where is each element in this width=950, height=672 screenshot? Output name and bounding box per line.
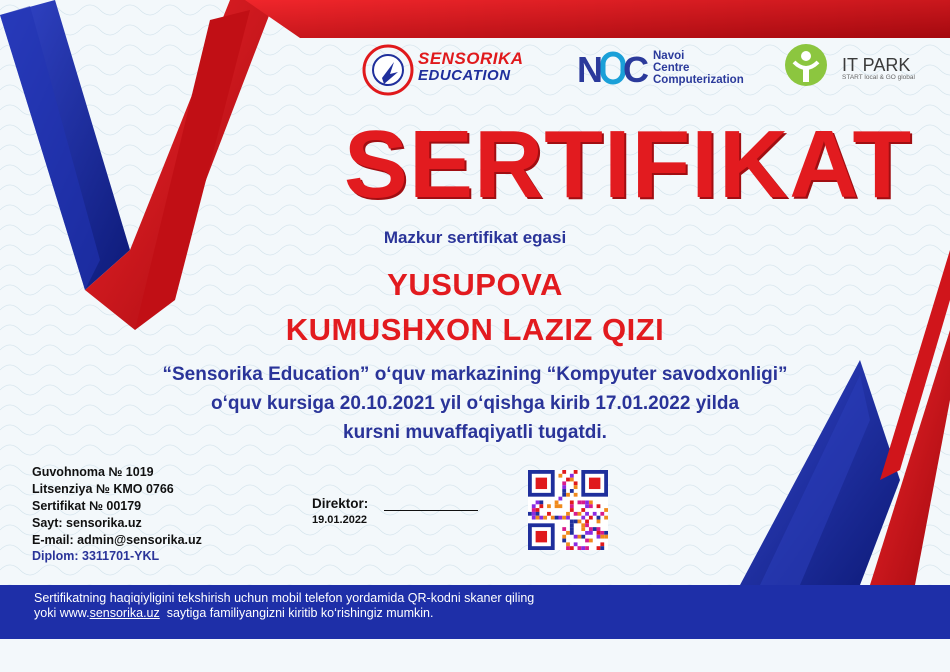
itpark-logo-name: IT PARK (842, 55, 911, 75)
info-diplom: Diplom: 3311701-YKL (32, 549, 160, 563)
footer-website-link[interactable]: sensorika.uz (89, 606, 160, 620)
qr-code-icon[interactable] (528, 470, 608, 550)
info-email: E-mail: admin@sensorika.uz (32, 533, 202, 547)
certificate-title: SERTIFIKAT (343, 111, 913, 218)
itpark-logo-tagline: START local & GO global (842, 74, 915, 81)
director-label: Direktor: (312, 496, 369, 511)
ncc-logo-icon (575, 46, 651, 90)
director-date: 19.01.2022 (312, 514, 368, 526)
body-line-2: o‘quv kursiga 20.10.2021 yil o‘qishga kirib 17.01.2022 yilda (210, 393, 740, 414)
ncc-line1: Navoi (653, 50, 685, 62)
recipient-given-name: KUMUSHXON LAZIZ QIZI (285, 312, 665, 347)
itpark-logo-icon (780, 42, 832, 88)
footer-line-2 (34, 606, 433, 620)
body-line-3: kursni muvaffaqiyatli tugatdi. (343, 422, 607, 443)
certificate-subtitle: Mazkur sertifikat egasi (383, 228, 567, 247)
footer-suffix: saytiga familiyangizni kiritib ko‘rishingiz mumkin. (159, 606, 434, 620)
svg-text:C: C (623, 49, 649, 90)
ncc-line3: Computerization (653, 74, 744, 86)
ncc-line2: Centre (653, 62, 690, 74)
info-guvohnoma: Guvohnoma № 1019 (32, 465, 154, 479)
sensorika-logo-name: SENSORIKA (418, 49, 524, 68)
body-line-1: “Sensorika Education” o‘quv markazining “Kompyuter savodxonligi” (162, 364, 788, 385)
signature-line (384, 510, 478, 511)
sensorika-logo-icon (360, 42, 416, 98)
svg-text:N: N (577, 49, 603, 90)
info-sertifikat: Sertifikat № 00179 (32, 499, 142, 513)
recipient-surname: YUSUPOVA (387, 267, 563, 302)
ncc-logo-text (653, 50, 773, 86)
sensorika-logo-sub: EDUCATION (418, 67, 511, 84)
info-litsenziya: Litsenziya № KMO 0766 (32, 482, 174, 496)
footer-prefix: yoki www. (34, 606, 90, 620)
top-red-band (245, 0, 950, 38)
footer-line-1: Sertifikatning haqiqiyligini tekshirish uchun mobil telefon yordamida QR-kodni skaner qiling (34, 591, 535, 605)
info-sayt: Sayt: sensorika.uz (32, 516, 142, 530)
